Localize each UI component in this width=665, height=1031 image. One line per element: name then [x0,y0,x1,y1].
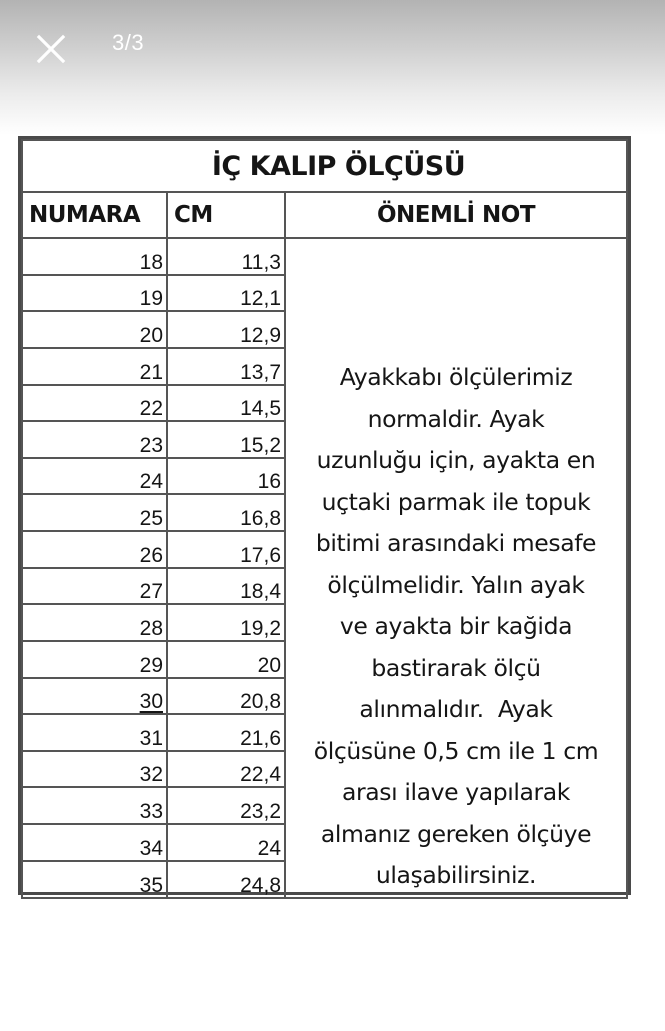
size-number: 33 [22,787,167,824]
size-cm: 22,4 [167,751,285,788]
size-cm: 16 [167,458,285,495]
size-number: 26 [22,531,167,568]
size-number [22,678,167,715]
size-cm: 16,8 [167,494,285,531]
header-numara: NUMARA [22,192,167,238]
size-number: 18 [22,238,167,275]
size-number: 31 [22,714,167,751]
image-viewer-header [0,0,665,135]
size-cm: 18,4 [167,568,285,605]
size-cm: 20 [167,641,285,678]
size-number: 35 [22,861,167,898]
note-line: arası ilave yapılarak [342,778,570,806]
note-line: ve ayakta bir kağida [339,612,573,640]
size-number: 25 [22,494,167,531]
size-chart-image [18,136,631,895]
size-cm: 13,7 [167,348,285,385]
size-number: 19 [22,275,167,312]
title-row [22,140,627,192]
size-cm: 12,9 [167,311,285,348]
size-cm: 11,3 [167,238,285,275]
size-number: 22 [22,385,167,422]
page-counter: 3/3 [112,30,145,55]
close-icon [30,28,72,70]
header-note: ÖNEMLİ NOT [285,192,627,238]
size-cm: 24,8 [167,861,285,898]
note-line: almanız gereken ölçüye [320,819,592,848]
important-note [285,238,627,898]
note-line: alınmalıdır. Ayak [359,695,553,723]
size-cm: 21,6 [167,714,285,751]
note-line: bastirarak ölçü [371,653,541,682]
size-number: 32 [22,751,167,788]
size-number: 27 [22,568,167,605]
note-line: uçtaki parmak ile topuk [321,487,591,516]
table-row [22,238,627,275]
close-button[interactable] [30,28,72,70]
size-cm: 19,2 [167,604,285,641]
size-number: 29 [22,641,167,678]
size-table [21,139,628,899]
size-number: 28 [22,604,167,641]
note-line: bitimi arasındaki mesafe [315,529,597,557]
size-number: 23 [22,421,167,458]
size-cm: 12,1 [167,275,285,312]
size-cm: 15,2 [167,421,285,458]
size-cm: 24 [167,824,285,861]
note-line: ölçüsüne 0,5 cm ile 1 cm [313,736,599,765]
note-line: ulaşabilirsiniz. [375,861,537,889]
table-title: İÇ KALIP ÖLÇÜSÜ [22,140,627,192]
note-line: Ayakkabı ölçülerimiz [339,363,573,391]
size-cm: 23,2 [167,787,285,824]
size-cm: 17,6 [167,531,285,568]
note-line: uzunluğu için, ayakta en [316,446,596,474]
size-number: 20 [22,311,167,348]
size-number: 21 [22,348,167,385]
size-cm: 14,5 [167,385,285,422]
size-number: 34 [22,824,167,861]
size-number: 24 [22,458,167,495]
header-row [22,192,627,238]
note-line: normaldir. Ayak [367,404,545,433]
size-number-underlined: 30 [139,690,163,714]
header-cm: CM [167,192,285,238]
size-cm: 20,8 [167,678,285,715]
note-line: ölçülmelidir. Yalın ayak [327,570,585,599]
